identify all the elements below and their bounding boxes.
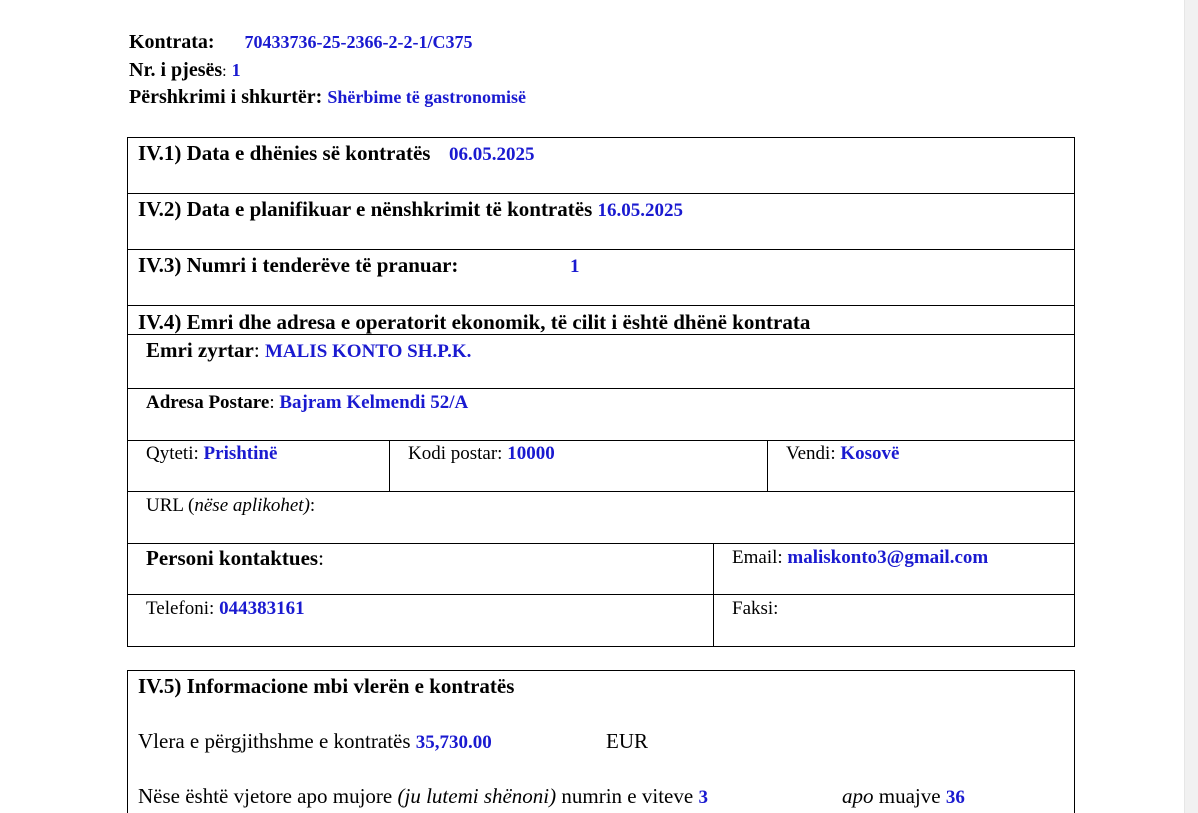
city-label: Qyteti: [146,443,199,464]
phone-label: Telefoni: [146,598,215,619]
fax-label: Faksi: [732,598,779,619]
award-date: 06.05.2025 [448,144,535,165]
column-divider [767,440,768,491]
divider [127,193,1075,194]
months-label: muajve [878,784,941,808]
iv4-row [138,309,810,335]
part-line [129,58,241,84]
years-value: 3 [698,787,708,808]
url-note: nëse aplikohet) [194,495,310,516]
total-value: 35,730.00 [415,732,492,753]
annual-note: (ju lutemi shënoni) [397,784,557,808]
column-divider [389,440,390,491]
fax-cell [732,598,778,620]
iv3-label: IV.3) Numri i tenderëve të pranuar: [138,253,459,277]
years-label: numrin e viteve [561,784,694,808]
description-label: Përshkrimi i shkurtër: [129,86,323,108]
country-cell [786,443,899,465]
official-name-label: Emri zyrtar [146,338,254,362]
part-colon: : [222,63,227,80]
part-label: Nr. i pjesës [129,59,223,81]
iv1-label: IV.1) Data e dhënies së kontratës [138,141,431,165]
column-divider [713,543,714,646]
official-name-row: Emri zyrtar: MALIS KONTO SH.P.K. [146,338,472,362]
duration-row [138,784,708,809]
postal-code-value: 10000 [507,443,555,464]
iv2-row [138,197,683,222]
url-colon: : [309,495,316,516]
months-cell [842,784,965,809]
description-line [129,85,526,109]
months-value: 36 [945,787,965,808]
iv5-label: IV.5) Informacione mbi vlerën e kontratës [138,674,515,698]
divider [127,440,1075,441]
phone-cell [146,598,305,620]
postal-address-row: Adresa Postare: Bajram Kelmendi 52/A [146,392,469,413]
tenders-count: 1 [570,256,580,277]
city-value: Prishtinë [203,443,278,464]
contact-person-colon: : [318,546,324,570]
city-cell [146,443,277,465]
official-name-value: MALIS KONTO SH.P.K. [264,341,472,362]
total-value-row [138,729,492,754]
divider [127,249,1075,250]
iv2-label: IV.2) Data e planifikuar e nënshkrimit të kontratës [138,197,593,221]
scrollbar[interactable] [1184,0,1198,813]
iv3-row [138,253,458,278]
iv4-label: IV.4) Emri dhe adresa e operatorit ekonomik, të cilit i është dhënë kontrata [138,310,811,334]
email-label: Email: [732,547,783,568]
total-value-label: Vlera e përgjithshme e kontratës [138,729,411,753]
contract-label: Kontrata: [129,31,215,53]
contact-person-row [146,546,324,571]
phone-value: 044383161 [219,598,305,619]
or-label: apo [842,784,874,808]
iv3-value-wrap [570,253,580,278]
annual-prefix: Nëse është vjetore apo mujore [138,784,393,808]
postal-code-label: Kodi postar: [408,443,503,464]
iv5-row [138,674,514,699]
country-label: Vendi: [786,443,836,464]
part-number: 1 [231,60,241,80]
email-cell [732,547,988,569]
country-value: Kosovë [840,443,900,464]
contact-person-label: Personi kontaktues [146,546,319,570]
url-row [146,495,315,517]
divider [127,305,1075,306]
divider [127,543,1075,544]
email-value: maliskonto3@gmail.com [787,547,989,568]
divider [127,594,1075,595]
iv1-row [138,141,534,166]
description-value: Shërbime të gastronomisë [327,87,526,107]
contract-line [129,30,473,54]
postal-address-label: Adresa Postare [146,392,270,413]
postal-address-value: Bajram Kelmendi 52/A [279,392,469,413]
contract-number: 70433736-25-2366-2-2-1/C375 [244,32,473,52]
postal-code-cell [408,443,555,465]
url-label: URL ( [146,495,195,516]
currency: EUR [606,729,648,753]
divider [127,388,1075,389]
currency-cell [606,729,648,754]
divider [127,491,1075,492]
signing-date: 16.05.2025 [597,200,683,221]
